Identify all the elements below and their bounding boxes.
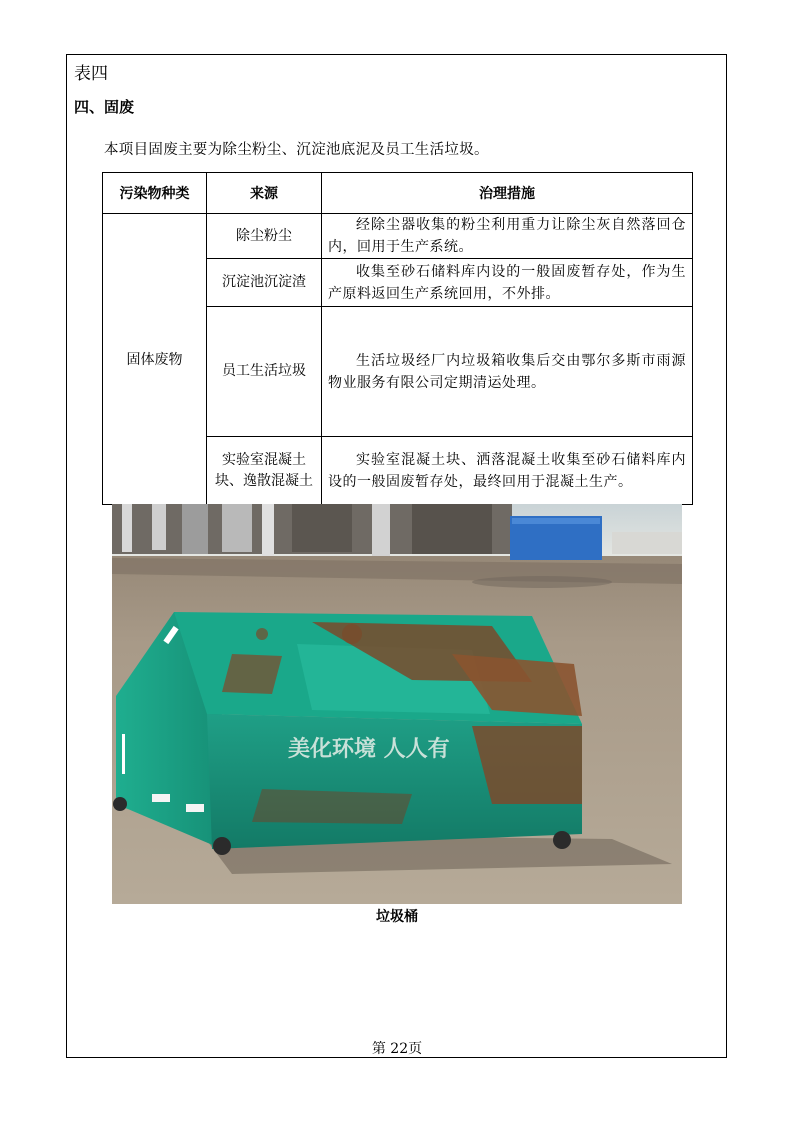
header-measure: 治理措施 bbox=[322, 173, 693, 214]
solid-waste-table bbox=[102, 172, 693, 505]
garbage-bin-photo bbox=[112, 504, 682, 904]
source-cell: 除尘粉尘 bbox=[207, 214, 322, 259]
section-heading: 四、固废 bbox=[74, 98, 135, 116]
table-row bbox=[103, 214, 693, 259]
bin-slogan: 美化环境 人人有 bbox=[288, 737, 450, 762]
measure-cell: 收集至砂石储料库内设的一般固废暂存处，作为生产原料返回生产系统回用，不外排。 bbox=[322, 259, 693, 307]
source-cell: 员工生活垃圾 bbox=[207, 307, 322, 437]
measure-cell: 实验室混凝土块、洒落混凝土收集至砂石储料库内设的一般固废暂存处，最终回用于混凝土生产。 bbox=[322, 437, 693, 505]
table-label: 表四 bbox=[74, 64, 108, 84]
category-cell: 固体废物 bbox=[103, 214, 207, 505]
intro-paragraph: 本项目固废主要为除尘粉尘、沉淀池底泥及员工生活垃圾。 bbox=[104, 142, 489, 158]
source-cell: 沉淀池沉淀渣 bbox=[207, 259, 322, 307]
measure-cell: 经除尘器收集的粉尘利用重力让除尘灰自然落回仓内，回用于生产系统。 bbox=[322, 214, 693, 259]
source-cell: 实验室混凝土块、逸散混凝土 bbox=[207, 437, 322, 505]
table-header-row bbox=[103, 173, 693, 214]
measure-cell: 生活垃圾经厂内垃圾箱收集后交由鄂尔多斯市雨源物业服务有限公司定期清运处理。 bbox=[322, 307, 693, 437]
header-category: 污染物种类 bbox=[103, 173, 207, 214]
photo-caption: 垃圾桶 bbox=[376, 909, 418, 925]
header-source: 来源 bbox=[207, 173, 322, 214]
page-number: 第 22页 bbox=[371, 1041, 423, 1057]
